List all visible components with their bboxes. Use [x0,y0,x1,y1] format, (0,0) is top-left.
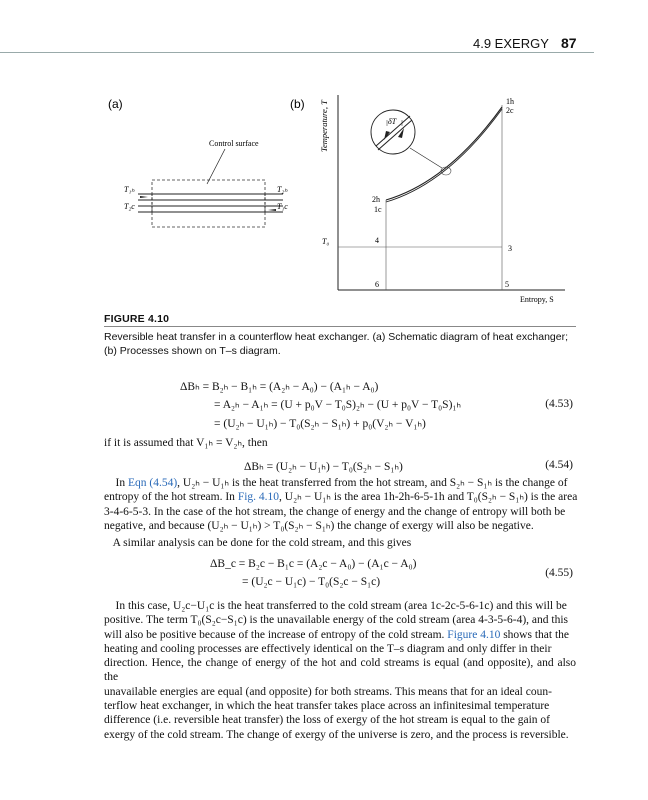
label-b: (b) [290,97,305,111]
p3-line-1 [104,599,576,613]
point-6: 6 [375,280,379,289]
figure-caption [104,330,576,358]
label-a: (a) [108,97,123,111]
eq-4-54: ΔBₕ = (U₂ₕ − U₁ₕ) − T₀(S₂ₕ − S₁ₕ) [244,461,403,473]
point-1c: 1c [374,205,382,214]
p3-l1-text: In this case, U₂c−U₁c is the heat transferred to the cold stream (area 1c-2c-5-6-1c) and this will be [115,600,567,612]
p2-text: A similar analysis can be done for the cold stream, and this gives [112,537,412,549]
cold-inlet-arrow [268,209,276,211]
point-4: 4 [375,236,379,245]
point-1h: 1h [506,97,514,106]
p3-line-6: unavailable energies are equal (and opposite) for both streams. This means that for an ideal coun- [104,685,552,698]
hot-inlet-arrow [140,196,148,198]
eq-number-4-53: (4.53) [545,398,573,410]
page-number: 87 [561,35,577,51]
eq-4-53-line-2: = A₂ₕ − A₁ₕ = (U + p₀V − T₀S)₂ₕ − (U + p₀V − T₀S)₁ₕ [214,399,462,411]
p1-l2-text-b: , U₂ₕ − U₁ₕ is the area 1h-2h-6-5-1h and T₀(S₂ₕ − S₁ₕ) is the area [279,491,578,504]
eq-4-53-line-3: = (U₂ₕ − U₁ₕ) − T₀(S₂ₕ − S₁ₕ) + p₀(V₂ₕ − V₁ₕ) [214,418,426,430]
y-axis-label: Temperature, T [319,100,329,152]
p1-line-2 [104,490,576,504]
p1-line-4: negative, and because (U₂ₕ − U₁ₕ) > T₀(S₂ₕ − S₁ₕ) the change of exergy will also be negative. [104,519,534,532]
point-5: 5 [505,280,509,289]
eq-number-4-54: (4.54) [545,459,573,471]
t2c-label: T₂c [124,202,135,211]
p1-l1-text-b: , U₂ₕ − U₁ₕ is the heat transferred from the hot stream, and S₂ₕ − S₁ₕ is the change of [177,477,568,489]
point-2h: 2h [372,195,380,204]
paragraph-2 [104,536,576,550]
paragraph-1 [104,476,576,533]
p1-l1-text-a: In [115,477,128,489]
point-2c: 2c [506,106,514,115]
heat-exchanger-tubes [138,194,283,212]
caption-line-1: Reversible heat transfer in a counterflow heat exchanger. (a) Schematic diagram of heat exchanger; [104,331,569,343]
eq-4-55-line-1: ΔB_c = B₂c − B₁c = (A₂c − A₀) − (A₁c − A₀) [210,558,417,570]
x-axis-label: Entropy, S [520,295,554,304]
p3-line-7: terflow heat exchanger, in which the heat transfer takes place across an infinitesimal temperature [104,700,550,713]
t1h-label: T₁ₕ [124,185,135,194]
p3-line-3 [104,628,576,642]
p3-line-4: heating and cooling processes are effectively identical on the T–s diagram and only differ in their [104,642,552,655]
t0-label: T₀ [322,237,330,246]
eq-4-53-line-1: ΔBₕ = B₂ₕ − B₁ₕ = (A₂ₕ − A₀) − (A₁ₕ − A₀) [180,381,379,393]
delta-t-label: δT [388,117,397,126]
caption-rule [104,326,576,327]
magnifier-leader [410,148,442,168]
eq-4-55-line-2: = (U₂c − U₁c) − T₀(S₂c − S₁c) [242,576,381,588]
control-surface-label: Control surface [209,139,259,148]
t2h-label: T₂ₕ [277,185,288,194]
section-header: 4.9 EXERGY [473,36,549,51]
p3-line-5: direction. Hence, the change of energy of the hot and cold streams is equal (and opposite), and also the [104,657,576,684]
control-surface-boundary [152,180,265,227]
p1-line-3: 3-4-6-5-3. In the case of the hot stream, the change of energy and the change of entropy will both be [104,505,566,518]
control-surface-leader [207,149,225,184]
p1-l2-text-a: entropy of the hot stream. In [104,491,238,504]
caption-line-2: (b) Processes shown on T–s diagram. [104,345,281,357]
figure-4-10 [0,0,648,312]
paragraph-3 [104,599,576,742]
p3-l3-text-b: shows that the [500,628,570,641]
eqn-4-54-link[interactable]: Eqn (4.54) [127,477,178,489]
p1-line-1 [104,476,576,490]
figure-caption-title: FIGURE 4.10 [104,313,170,325]
p3-line-2: positive. The term T₀(S₂c−S₁c) is the unavailable energy of the cold stream (area 4-3-5-6-4), and this [104,614,568,627]
p3-line-8: difference (i.e. reversible heat transfer) the loss of exergy of the hot stream is equal to the gain of [104,714,550,727]
figure-4-10-link[interactable]: Figure 4.10 [447,628,501,641]
t1c-label: T₁c [277,202,288,211]
p2-line [104,536,576,550]
p3-line-9: exergy of the cold stream. The change of exergy of the universe is zero, and the process is reversible. [104,728,569,741]
if-line: if it is assumed that V₁ₕ = V₂ₕ, then [104,437,268,449]
point-3: 3 [508,244,512,253]
p3-l3-text-a: will also be positive because of the increase of entropy of the cold stream. [104,628,448,641]
eq-number-4-55: (4.55) [545,567,573,579]
fig-4-10-link[interactable]: Fig. 4.10 [237,491,280,504]
